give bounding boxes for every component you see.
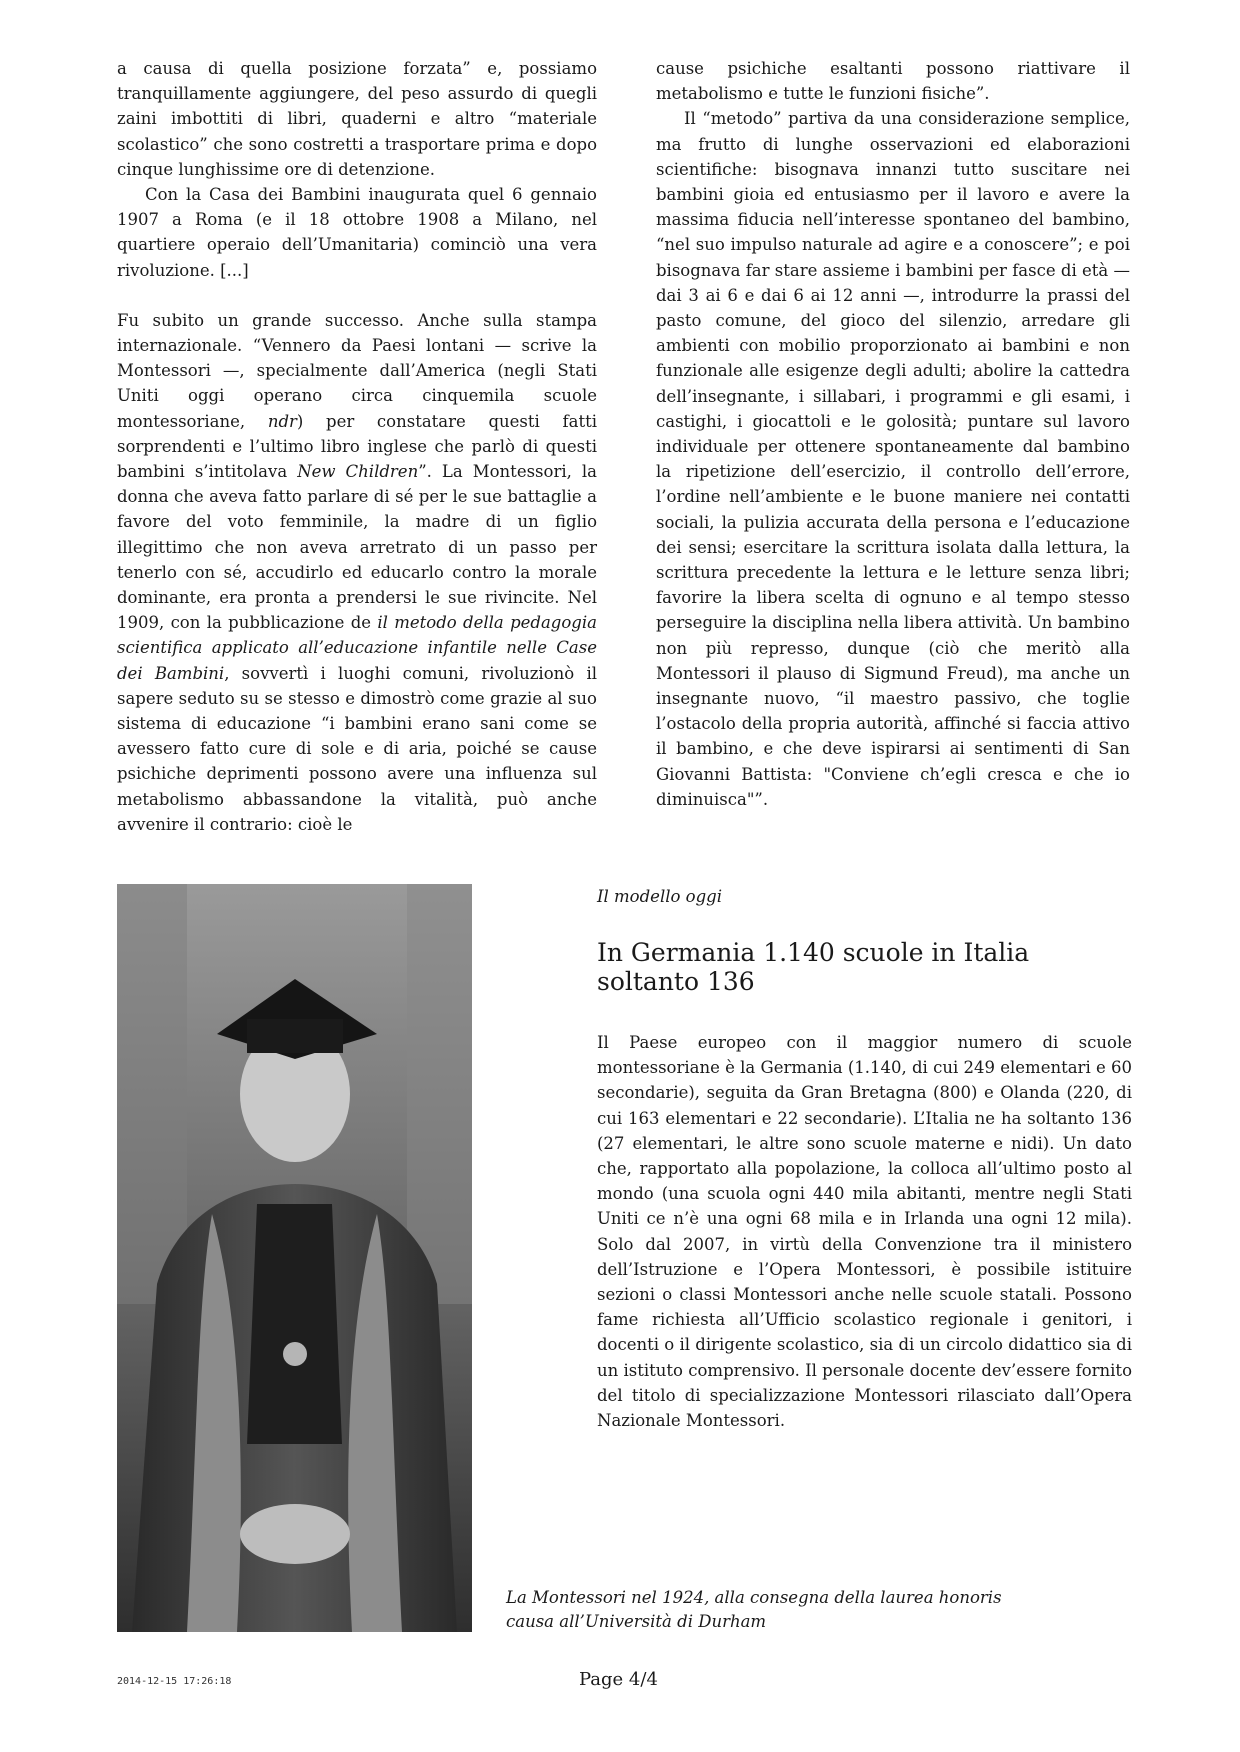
text-run: Fu subito un grande successo. Anche sulla stampa internazionale. “Vennero da Paesi lontani — scrive la Montessori —, specialmente dall’America (negli Stati Uniti oggi operano circa cinquemila scuole montessoriane, <box>117 310 597 431</box>
book-title: il metodo della pedagogia scientifica applicato all’educazione infantile nelle Case dei Bambini <box>117 613 597 683</box>
text-run: , sovvertì i luoghi comuni, rivoluzionò il sapere seduto su se stesso e dimostrò come grazie al suo sistema di educazione “i bambini erano sani come se avessero fatto cure di sole e di aria, poiché se cause psichiche deprimenti possono avere una influenza sul metabolismo abbassandone la vitalità, può anche avvenire il contrario: cioè le <box>117 663 598 834</box>
left-column <box>117 56 597 837</box>
text-run: ”. La Montessori, la donna che aveva fatto parlare di sé per le sue battaglie a favore del voto femminile, la madre di un figlio illegittimo che non aveva arretrato di un passo per tenerlo con sé, accudirlo ed educarlo contro la morale dominante, era pronta a prendersi le sue rivincite. Nel 1909, con la pubblicazione de <box>117 462 597 633</box>
left-paragraph-1: a causa di quella posizione forzata” e, possiamo tranquillamente aggiungere, del peso assurdo di quegli zaini imbottiti di libri, quaderni e altro “materiale scolastico” che sono costretti a trasportare prima e dopo cinque lunghissime ore di detenzione. <box>117 59 597 179</box>
text-run: ) per constatare questi fatti sorprendenti e l’ultimo libro inglese che parlò di questi bambini s’intitolava <box>117 411 597 482</box>
left-paragraph-3 <box>117 308 597 837</box>
left-paragraph-2: Con la Casa dei Bambini inaugurata quel 6 gennaio 1907 a Roma (e il 18 ottobre 1908 a Milano, nel quartiere operaio dell’Umanitaria) cominciò una vera rivoluzione. [...] <box>117 185 597 280</box>
ndr-note: ndr <box>267 411 297 431</box>
book-title: New Children <box>297 462 419 482</box>
right-column <box>656 56 1130 812</box>
portrait-photo <box>117 884 472 1632</box>
right-paragraph-2: Il “metodo” partiva da una considerazione semplice, ma frutto di lunghe osservazioni ed elaborazioni scientifiche: bisognava innanzi tutto suscitare nei bambini gioia ed entusiasmo per il lavoro e avere la massima fiducia nell’interesse spontaneo del bambino, “nel suo impulso naturale ad agire e a conoscere”; e poi bisognava far stare assieme i bambini per fasce di età — dai 3 ai 6 e dai 6 ai 12 anni —, introdurre la prassi del pasto comune, del gioco del silenzio, arredare gli ambienti con mobilio proporzionato ai bambini e non funzionale alle esigenze degli adulti; abolire la cattedra dell’insegnante, i sillabari, i programmi e gli esami, i castighi, i giocattoli e le golosità; puntare sul lavoro individuale per ottenere spontaneamente dal bambino la ripetizione dell’esercizio, il controllo dell’errore, l’ordine nell’ambiente e le buone maniere nei contatti sociali, la pulizia accurata della persona e l’educazione dei sensi; esercitare la scrittura isolata dalla lettura, la scrittura precedente la lettura e le letture senza libri; favorire la libera scelta di ognuno e al tempo stesso perseguire la disciplina nella libera attività. Un bambino non più represso, dunque (ciò che meritò alla Montessori il plauso di Sigmund Freud), ma anche un insegnante nuovo, “il maestro passivo, che toglie l’ostacolo della propria autorità, affinché si faccia attivo il bambino, e che deve ispirarsi ai sentimenti di San Giovanni Battista: "Conviene ch’egli cresca e che io diminuisca"”. <box>656 109 1130 809</box>
portrait-illustration <box>117 884 472 1632</box>
box-body: Il Paese europeo con il maggior numero di scuole montessoriane è la Germania (1.140, di cui 249 elementari e 60 secondarie), seguita da Gran Bretagna (800) e Olanda (220, di cui 163 elementari e 22 secondarie). L’Italia ne ha soltanto 136 (27 elementari, le altre sono scuole materne e nidi). Un dato che, rapportato alla popolazione, la colloca all’ultimo posto al mondo (una scuola ogni 440 mila abitanti, mentre negli Stati Uniti ce n’è una ogni 68 mila e in Irlanda una ogni 12 mila). Solo dal 2007, in virtù della Convenzione tra il ministero dell’Istruzione e l’Opera Montessori, è possibile istituire sezioni o classi Montessori anche nelle scuole statali. Possono fame richiesta all’Ufficio scolastico regionale i genitori, i docenti o il dirigente scolastico, sia di un circolo didattico sia di un istituto comprensivo. Il personale docente dev’essere fornito del titolo di specializzazione Montessori rilasciato dall’Opera Nazionale Montessori. <box>597 1033 1132 1431</box>
footer-timestamp: 2014-12-15 17:26:18 <box>117 1676 232 1687</box>
photo-caption: La Montessori nel 1924, alla consegna della laurea honoris causa all’Università di Durham <box>506 1588 1002 1631</box>
box-title: In Germania 1.140 scuole in Italia soltanto 136 <box>597 938 1030 996</box>
right-paragraph-1: cause psichiche esaltanti possono riattivare il metabolismo e tutte le funzioni fisiche”. <box>656 59 1130 104</box>
page-number: Page 4/4 <box>579 1669 658 1690</box>
box-kicker: Il modello oggi <box>597 887 723 906</box>
